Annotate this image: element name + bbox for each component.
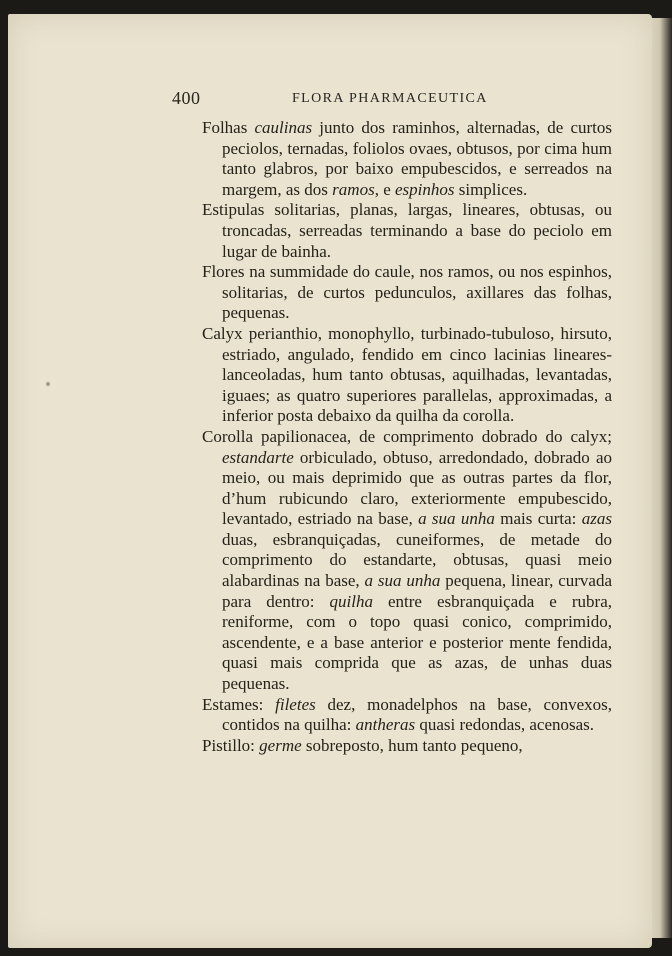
italic-term: estandarte bbox=[222, 447, 294, 467]
paragraph bbox=[202, 736, 612, 757]
text-run: Folhas bbox=[202, 118, 255, 137]
italic-term: caulinas bbox=[254, 118, 313, 137]
italic-term: a sua unha bbox=[418, 509, 495, 529]
italic-term: antheras bbox=[355, 715, 416, 735]
italic-term: quilha bbox=[329, 591, 373, 611]
paragraph bbox=[202, 427, 612, 695]
italic-term: a sua unha bbox=[364, 571, 441, 591]
italic-term: filetes bbox=[275, 694, 316, 714]
text-run: Estipulas solitarias, planas, largas, lineares, obtusas, ou troncadas, serreadas terminando a base do peciolo em lugar de bainha. bbox=[202, 200, 612, 261]
italic-term: espinhos bbox=[394, 179, 455, 199]
text-run: Estames: bbox=[202, 694, 276, 714]
text-run: duas, esbranquiçadas, cuneiformes, de metade do comprimento do estandarte, obtusas, quasi meio alabardinas na base, bbox=[222, 529, 612, 591]
page-edge bbox=[652, 18, 672, 938]
paragraph bbox=[202, 262, 612, 324]
text-run: simplices. bbox=[454, 179, 528, 199]
text-run: dez, monadelphos na base, convexos, contidos na quilha: bbox=[222, 694, 612, 735]
text-run: entre esbranquiçada e rubra, reniforme, com o topo quasi conico, comprimido, ascendente, e a base anterior e posterior mente fendida, quasi mais comprida que as azas, de unhas duas pequenas. bbox=[222, 591, 612, 694]
text-run: , e bbox=[374, 179, 395, 199]
running-title: FLORA PHARMACEUTICA bbox=[292, 91, 488, 106]
text-run: Flores na summidade do caule, nos ramos, ou nos espinhos, solitarias, de curtos pedunculos, axillares das folhas, pequenas. bbox=[202, 262, 612, 323]
italic-term: azas bbox=[581, 509, 612, 529]
text-run: sobreposto, hum tanto pequeno, bbox=[301, 735, 523, 755]
book-page bbox=[8, 14, 652, 948]
text-run: quasi redondas, acenosas. bbox=[415, 715, 595, 735]
page-number: 400 bbox=[172, 88, 201, 108]
italic-term: ramos bbox=[332, 179, 375, 199]
text-run: orbiculado, obtuso, arredondado, dobrado ao meio, ou mais deprimido que as outras partes da flor, d’hum rubicundo claro, exteriormente empubescido, levantado, estriado na base, bbox=[222, 447, 612, 529]
paper-stain bbox=[46, 382, 50, 386]
text-run: Pistillo: bbox=[202, 735, 260, 755]
text-run: Corolla papilionacea, de comprimento dobrado do calyx; bbox=[202, 426, 612, 446]
paragraph bbox=[202, 324, 612, 427]
paragraph bbox=[202, 118, 612, 200]
text-run: junto dos raminhos, alternadas, de curtos peciolos, ternadas, foliolos ovaes, obtusos, por cima hum tanto glabros, por baixo empubescidos, e serreados na margem, as dos bbox=[222, 118, 612, 199]
text-run: pequena, linear, curvada para dentro: bbox=[222, 571, 612, 611]
body-text bbox=[202, 118, 612, 756]
text-run: Calyx perianthio, monophyllo, turbinado-tubuloso, hirsuto, estriado, angulado, fendido em cinco lacinias lineares-lanceoladas, hum tanto obtusas, aquilhadas, levantadas, iguaes; as quatro superiores parallelas, approximadas, a inferior posta debaixo da quilha da corolla. bbox=[202, 323, 612, 426]
paragraph bbox=[202, 695, 612, 736]
page-header bbox=[8, 88, 652, 112]
text-run: mais curta: bbox=[494, 509, 582, 529]
paragraph bbox=[202, 200, 612, 262]
italic-term: germe bbox=[259, 735, 302, 755]
